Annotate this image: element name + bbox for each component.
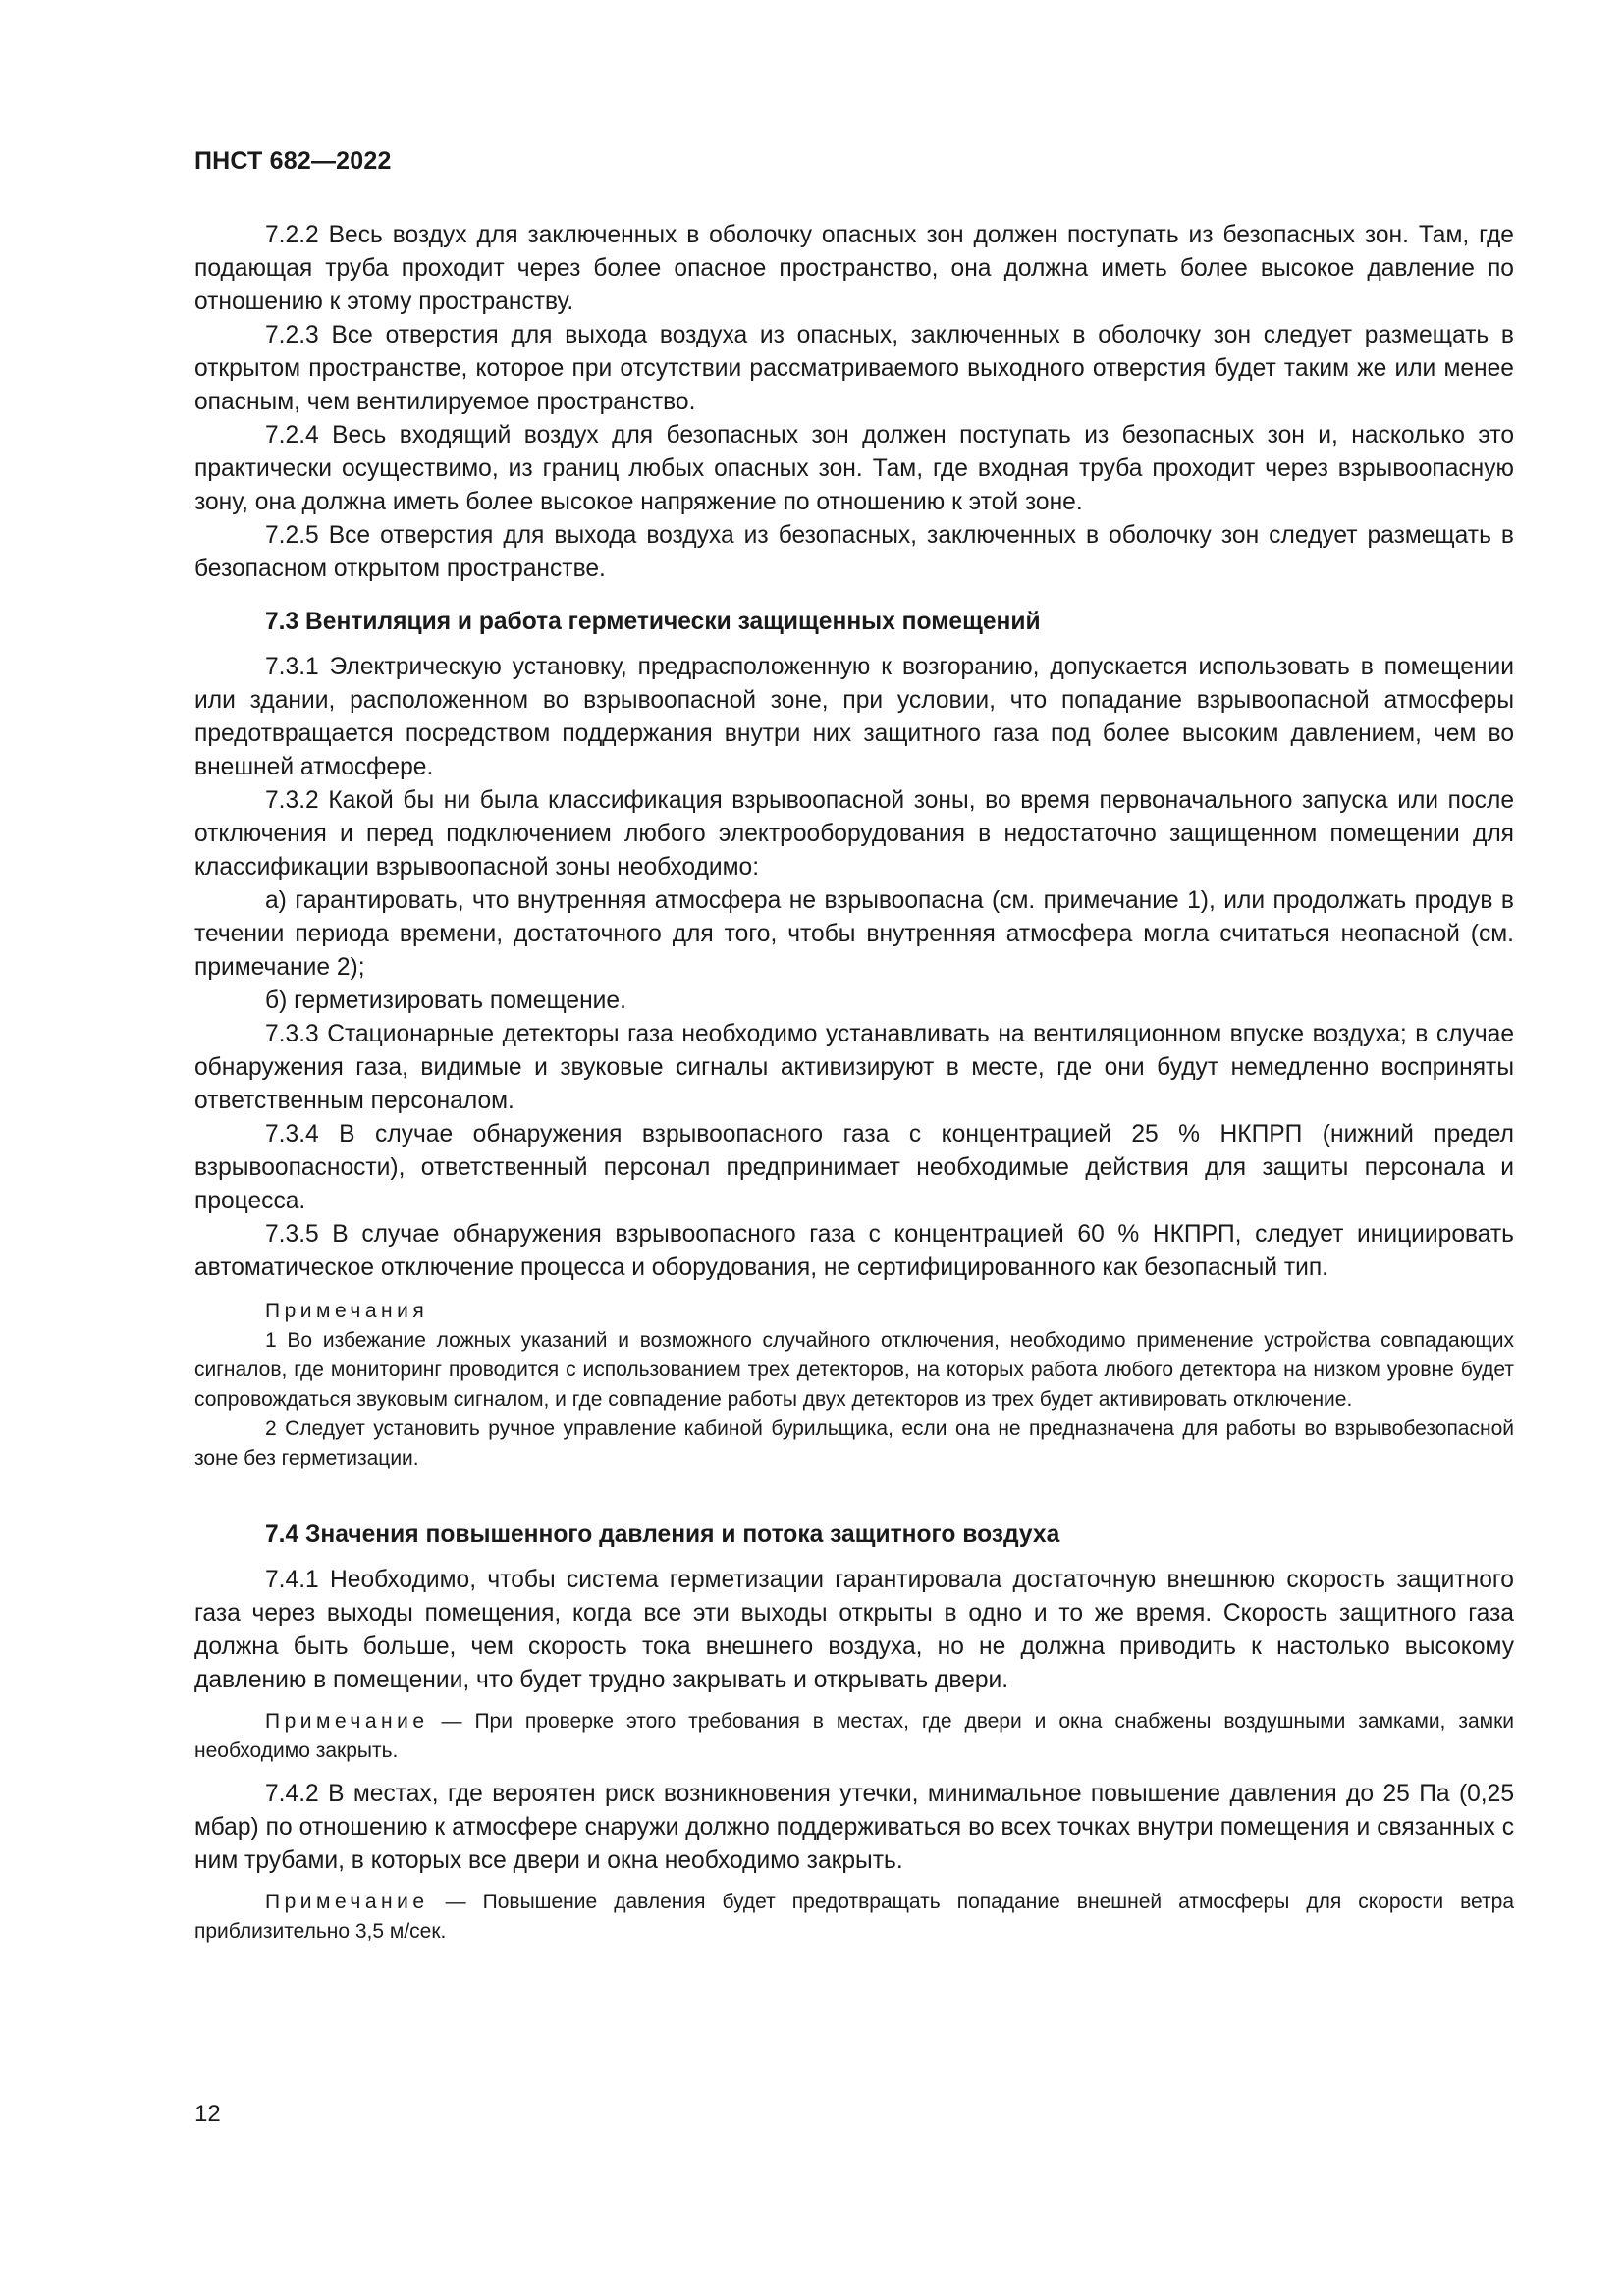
document-header: ПНСТ 682—2022 — [194, 147, 392, 175]
paragraph-7-2-4: 7.2.4 Весь входящий воздух для безопасных зон должен поступать из безопасных зон и, насколько это практически осуществимо, из границ любых опасных зон. Там, где входная труба проходит через взрывоопасную зону, она должна иметь более высокое напряжение по отношению к этой зоне. — [194, 422, 1514, 515]
paragraph-7-3-4: 7.3.4 В случае обнаружения взрывоопасного газа с концентрацией 25 % НКПРП (нижний предел взрывоопасности), ответственный персонал предпринимает необходимые действия для защиты персонала и процесса. — [194, 1121, 1514, 1214]
section-heading-7-4: 7.4 Значения повышенного давления и потока защитного воздуха — [265, 1522, 1060, 1548]
paragraph-7-3-5: 7.3.5 В случае обнаружения взрывоопасного газа с концентрацией 60 % НКПРП, следует инициировать автоматическое отключение процесса и оборудования, не сертифицированного как безопасный тип. — [194, 1221, 1514, 1281]
note-7-4-1 — [194, 1707, 1514, 1766]
note-1: 1 Во избежание ложных указаний и возможного случайного отключения, необходимо применение устройства совпадающих сигналов, где мониторинг проводится с использованием трех детекторов, на которых работа любого детектора на низком уровне будет сопровождаться звуковым сигналом, и где совпадение работы двух детекторов из трех будет активировать отключение. — [194, 1329, 1514, 1411]
note-2: 2 Следует установить ручное управление кабиной бурильщика, если она не предназначена для работы во взрывобезопасной зоне без герметизации. — [194, 1417, 1514, 1469]
note-label: Примечание — [265, 1710, 429, 1733]
paragraph-7-4-1: 7.4.1 Необходимо, чтобы система герметизации гарантировала достаточную внешнюю скорость защитного газа через выходы помещения, когда все эти выходы открыты в одно и то же время. Скорость защитного газа должна быть больше, чем скорость тока внешнего воздуха, но не должна приводить к настолько высокому давлению в помещении, что будет трудно закрывать и открывать двери. — [194, 1567, 1514, 1693]
paragraph-7-4-2: 7.4.2 В местах, где вероятен риск возникновения утечки, минимальное повышение давления до 25 Па (0,25 мбар) по отношению к атмосфере снаружи должно поддерживаться во всех точках внутри помещения и связанных с ним трубами, в которых все двери и окна необходимо закрыть. — [194, 1781, 1514, 1874]
document-page — [194, 147, 1514, 1958]
page-number: 12 — [194, 2101, 221, 2127]
note-text: — При проверке этого требования в местах, где двери и окна снабжены воздушными замками, замки необходимо закрыть. — [194, 1710, 1514, 1762]
notes-label: Примечания — [265, 1300, 429, 1322]
paragraph-7-3-2: 7.3.2 Какой бы ни была классификация взрывоопасной зоны, во время первоначального запуска или после отключения и перед подключением любого электрооборудования в недостаточно защищенном помещении для классификации взрывоопасной зоны необходимо: — [194, 787, 1514, 881]
paragraph-7-3-1: 7.3.1 Электрическую установку, предрасположенную к возгоранию, допускается использовать в помещении или здании, расположенном во взрывоопасной зоне, при условии, что попадание взрывоопасной атмосферы предотвращается посредством поддержания внутри них защитного газа под более высоким давлением, чем во внешней атмосфере. — [194, 654, 1514, 780]
list-item-b: б) герметизировать помещение. — [265, 988, 626, 1014]
list-item-a: а) гарантировать, что внутренняя атмосфера не взрывоопасна (см. примечание 1), или продолжать продув в течении периода времени, достаточного для того, чтобы внутренняя атмосфера могла считаться неопасной (см. примечание 2); — [194, 887, 1514, 981]
paragraph-7-2-5: 7.2.5 Все отверстия для выхода воздуха из безопасных, заключенных в оболочку зон следует размещать в безопасном открытом пространстве. — [194, 522, 1514, 582]
paragraph-7-3-3: 7.3.3 Стационарные детекторы газа необходимо устанавливать на вентиляционном впуске воздуха; в случае обнаружения газа, видимые и звуковые сигналы активизируют в месте, где они будут немедленно восприняты ответственным персоналом. — [194, 1021, 1514, 1114]
note-7-4-2 — [194, 1888, 1514, 1947]
note-label: Примечание — [265, 1891, 429, 1913]
spacer — [194, 1473, 1514, 1499]
note-text: — Повышение давления будет предотвращать попадание внешней атмосферы для скорости ветра приблизительно 3,5 м/сек. — [194, 1891, 1514, 1943]
paragraph-7-2-2: 7.2.2 Весь воздух для заключенных в оболочку опасных зон должен поступать из безопасных зон. Там, где подающая труба проходит через более опасное пространство, она должна иметь более высокое давление по отношению к этому пространству. — [194, 222, 1514, 315]
section-heading-7-3: 7.3 Вентиляция и работа герметически защищенных помещений — [265, 609, 1041, 635]
paragraph-7-2-3: 7.2.3 Все отверстия для выхода воздуха из опасных, заключенных в оболочку зон следует размещать в открытом пространстве, которое при отсутствии рассматриваемого выходного отверстия будет таким же или менее опасным, чем вентилируемое пространство. — [194, 322, 1514, 415]
